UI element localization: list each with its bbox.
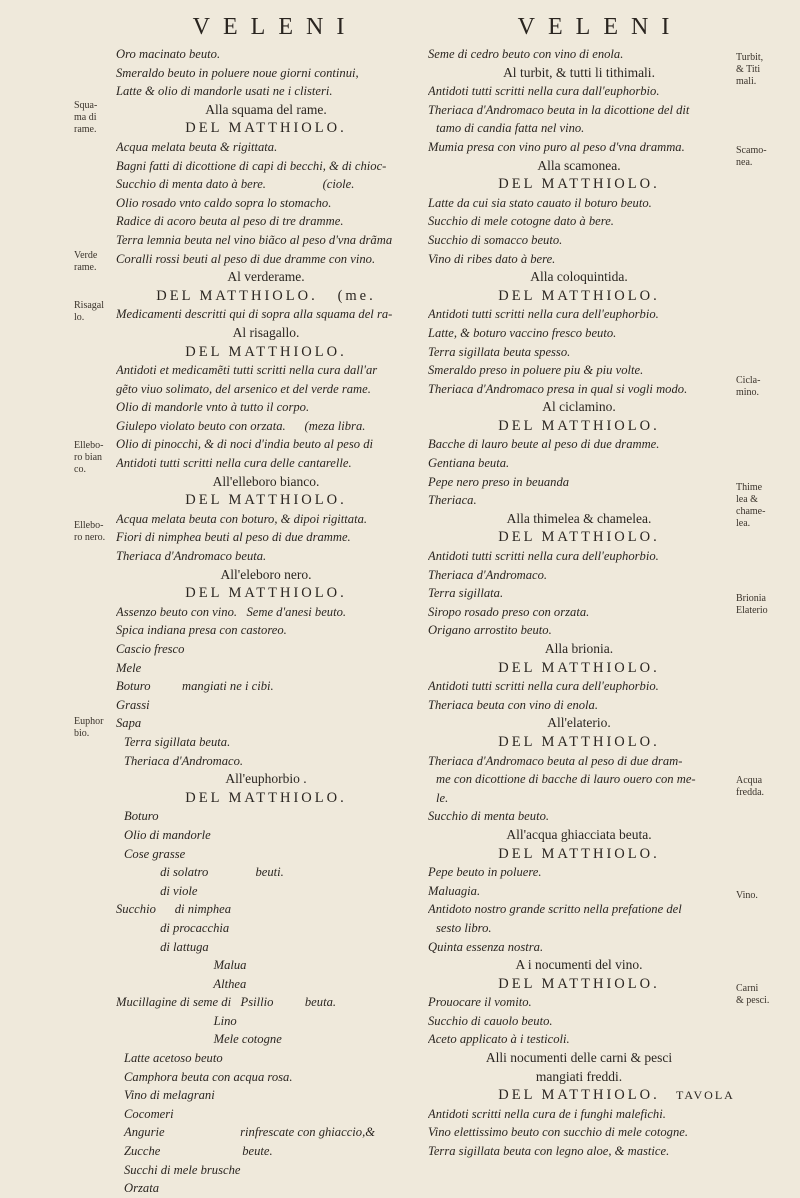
subsection-heading: Al risagallo. xyxy=(232,324,300,340)
margin-note: Scamo- nea. xyxy=(736,145,767,168)
text-line: Succhio di menta beuto. xyxy=(428,809,550,824)
text-line: Sapa xyxy=(116,716,142,731)
margin-note: Acqua fredda. xyxy=(736,775,765,798)
text-line: di solatro beuti. xyxy=(116,865,284,880)
section-heading: DEL MATTHIOLO. xyxy=(498,975,660,992)
section-heading: DEL MATTHIOLO. xyxy=(498,529,660,546)
text-line: Spica indiana presa con castoreo. xyxy=(116,623,287,638)
margin-note: Vino. xyxy=(736,890,758,901)
section-heading: DEL MATTHIOLO. xyxy=(498,417,660,434)
margin-note: Brionia Elaterio xyxy=(736,593,768,616)
text-line: Origano arrostito beuto. xyxy=(428,623,552,638)
text-line: Assenzo beuto con vino. Seme d'anesi beuto. xyxy=(116,604,347,619)
text-line: Boturo mangiati ne i cibi. xyxy=(116,679,274,694)
margin-note: Ellebo- ro bian co. xyxy=(74,440,104,475)
subsection-heading: All'elaterio. xyxy=(547,715,611,731)
text-line: Theriaca d'Andromaco beuta in la dicottione del dit xyxy=(428,102,690,117)
text-line: Antidoti tutti scritti nella cura dell'euphorbio. xyxy=(428,307,659,322)
text-line: Grassi xyxy=(116,697,150,712)
text-line: Seme di cedro beuto con vino di enola. xyxy=(428,47,624,61)
text-line: Gentiana beuta. xyxy=(428,456,510,471)
subsection-heading: Alla thimelea & chamelea. xyxy=(506,510,652,526)
text-line: Vino di ribes dato à bere. xyxy=(428,251,556,266)
subsection-heading: Alla squama del rame. xyxy=(205,101,327,117)
subsection-heading: A i nocumenti del vino. xyxy=(515,957,643,973)
text-line: Boturo xyxy=(124,809,159,824)
text-line: Succhi di mele brusche xyxy=(124,1162,241,1177)
margin-note: Risagal lo. xyxy=(74,300,104,323)
subsection-heading: All'acqua ghiacciata beuta. xyxy=(506,826,652,842)
margin-note: Carni & pesci. xyxy=(736,983,770,1006)
text-line: Zucche beute. xyxy=(124,1144,273,1159)
section-heading: DEL MATTHIOLO. xyxy=(498,176,660,193)
text-line: Lino xyxy=(116,1013,237,1028)
section-heading: DEL MATTHIOLO. xyxy=(498,845,660,862)
text-line: Bagni fatti di dicottione di capi di becchi, & di chioc- xyxy=(116,158,387,173)
subsection-heading: Al verderame. xyxy=(227,269,305,285)
margin-note: Thime lea & chame- lea. xyxy=(736,482,766,529)
text-line: Vino elettissimo beuto con succhio di mele cotogne. xyxy=(428,1125,688,1140)
catchword: TAVOLA xyxy=(676,1088,735,1102)
text-line: Orzata xyxy=(124,1181,159,1196)
text-line: Antidoti tutti scritti nella cura dell'euphorbio. xyxy=(428,679,659,694)
text-line: di lattuga xyxy=(116,939,209,954)
text-line: Terra sigillata beuta. xyxy=(124,734,231,749)
text-line: gẽto viuo solimato, del arsenico et del verde rame. xyxy=(116,381,371,396)
text-line: Theriaca. xyxy=(428,493,477,508)
text-line: Olio di mandorle xyxy=(124,827,211,842)
subsection-heading: Alli nocumenti delle carni & pesci xyxy=(485,1050,673,1066)
section-heading: DEL MATTHIOLO. (me. xyxy=(156,287,376,304)
text-line: Mucillagine di seme di Psillio beuta. xyxy=(116,995,337,1010)
margin-note: Cicla- mino. xyxy=(736,375,761,398)
text-line: Terra lemnia beuta nel vino biãco al peso d'vna drãma xyxy=(116,232,393,247)
text-line: Coralli rossi beuti al peso di due dramme con vino. xyxy=(116,251,376,266)
text-line: Succhio di mele cotogne dato à bere. xyxy=(428,214,614,229)
text-line: Theriaca d'Andromaco. xyxy=(428,567,548,582)
text-line: Latte & olio di mandorle usati ne i clisteri. xyxy=(116,84,333,99)
text-line: Quinta essenza nostra. xyxy=(428,939,544,954)
text-line: Mele cotogne xyxy=(116,1032,282,1047)
text-line: di procacchia xyxy=(116,920,230,935)
text-line: Antidoti tutti scritti nella cura delle cantarelle. xyxy=(116,456,352,471)
section-heading: DEL MATTHIOLO. xyxy=(498,287,660,304)
subsection-heading: All'elleboro bianco. xyxy=(212,473,320,489)
text-line: Terra sigillata beuta con legno aloe, & mastice. xyxy=(428,1144,670,1159)
section-heading: DEL MATTHIOLO. xyxy=(185,789,347,806)
text-line: Latte acetoso beuto xyxy=(124,1051,223,1066)
text-line: Antidoto nostro grande scritto nella prefatione del xyxy=(428,902,682,917)
text-line: Acqua melata beuta & rigittata. xyxy=(116,139,278,154)
section-heading: DEL MATTHIOLO. xyxy=(185,343,347,360)
subsection-heading: Al ciclamino. xyxy=(542,399,616,415)
text-line: Malua xyxy=(116,958,247,973)
text-line: Olio rosado vnto caldo sopra lo stomacho. xyxy=(116,195,332,210)
text-line: Theriaca d'Andromaco beuta. xyxy=(116,549,267,564)
text-line: Smeraldo preso in poluere piu & piu volte. xyxy=(428,363,644,378)
text-line: Vino di melagrani xyxy=(124,1088,215,1103)
text-line: Angurie rinfrescate con ghiaccio,& xyxy=(124,1125,376,1140)
text-line: Giulepo violato beuto con orzata. (meza libra. xyxy=(116,418,366,433)
text-line: Cose grasse xyxy=(124,846,186,861)
text-line: Mele xyxy=(116,660,142,675)
text-line: Antidoti tutti scritti nella cura dall'euphorbio. xyxy=(428,84,660,99)
section-heading: DEL MATTHIOLO. xyxy=(185,585,347,602)
running-header-right: VELENI xyxy=(517,14,683,40)
margin-note: Verde rame. xyxy=(74,250,98,273)
text-line: Fiori di nimphea beuti al peso di due dramme. xyxy=(116,530,351,545)
margin-note: Squa- ma di rame. xyxy=(74,100,98,135)
text-line: Oro macinato beuto. xyxy=(116,47,221,61)
text-line: Maluagia. xyxy=(428,883,481,898)
text-line: Terra sigillata. xyxy=(428,586,504,601)
section-heading: DEL MATTHIOLO. xyxy=(185,120,347,137)
text-line: sesto libro. xyxy=(436,920,492,935)
text-line: Cocomeri xyxy=(124,1106,174,1121)
text-line: Smeraldo beuto in poluere noue giorni continui, xyxy=(116,65,359,80)
text-line: Pepe beuto in poluere. xyxy=(428,865,542,880)
text-line: Radice di acoro beuta al peso di tre dramme. xyxy=(116,214,344,229)
subsection-heading: All'euphorbio . xyxy=(225,771,307,787)
text-line: Olio di mandorle vnto à tutto il corpo. xyxy=(116,400,310,415)
text-line: di viole xyxy=(116,883,198,898)
text-line: Bacche di lauro beute al peso di due dramme. xyxy=(428,437,660,452)
text-line: Aceto applicato à i testicoli. xyxy=(428,1032,570,1047)
margin-note: Ellebo- ro nero. xyxy=(74,520,106,543)
subsection-heading: All'eleboro nero. xyxy=(220,566,312,582)
text-line: Latte, & boturo vaccino fresco beuto. xyxy=(428,325,617,340)
text-line: Mumia presa con vino puro al peso d'vna dramma. xyxy=(428,139,685,154)
text-line: Terra sigillata beuta spesso. xyxy=(428,344,571,359)
text-line: Althea xyxy=(116,976,247,991)
margin-note: Euphor bio. xyxy=(74,716,104,739)
subsection-heading: Alla brionia. xyxy=(544,641,614,656)
running-header-left: VELENI xyxy=(192,14,358,40)
text-line: Antidoti tutti scritti nella cura dell'euphorbio. xyxy=(428,549,659,564)
text-line: Succhio di menta dato à bere. (ciole. xyxy=(116,177,355,192)
section-heading: DEL MATTHIOLO. xyxy=(185,492,347,509)
text-line: Pepe nero preso in beuanda xyxy=(428,474,570,489)
text-line: Olio di pinocchi, & di noci d'india beuto al peso di xyxy=(116,437,373,452)
text-line: Camphora beuta con acqua rosa. xyxy=(124,1069,293,1084)
section-heading: DEL MATTHIOLO. xyxy=(498,659,660,676)
text-line: Theriaca beuta con vino di enola. xyxy=(428,697,598,712)
subsection-heading: Alla coloquintida. xyxy=(530,269,628,285)
text-line: Latte da cui sia stato cauato il boturo beuto. xyxy=(428,195,652,210)
subsection-heading: mangiati freddi. xyxy=(535,1068,623,1084)
text-line: Theriaca d'Andromaco beuta al peso di due dram- xyxy=(428,753,683,768)
text-line: tamo di candia fatta nel vino. xyxy=(436,121,585,136)
text-line: me con dicottione di bacche di lauro ouero con me- xyxy=(436,772,696,787)
text-line: Cascio fresco xyxy=(116,642,185,656)
section-heading: DEL MATTHIOLO. xyxy=(498,733,660,750)
text-line: Prouocare il vomito. xyxy=(428,995,532,1010)
text-line: Theriaca d'Andromaco. xyxy=(124,753,244,768)
subsection-heading: Al turbit, & tutti li tithimali. xyxy=(503,64,655,80)
text-line: Succhio di nimphea xyxy=(116,902,232,917)
text-line: Acqua melata beuta con boturo, & dipoi rigittata. xyxy=(116,511,368,526)
text-line: Succhio di somacco beuto. xyxy=(428,232,563,247)
text-line: Medicamenti descritti qui di sopra alla squama del ra- xyxy=(116,307,393,322)
text-line: Antidoti scritti nella cura de i funghi malefichi. xyxy=(428,1106,666,1121)
margin-note: Turbit, & Titi mali. xyxy=(736,52,764,87)
text-line: Antidoti et medicamẽti tutti scritti nella cura dall'ar xyxy=(116,363,378,378)
text-line: le. xyxy=(436,790,449,805)
subsection-heading: Alla scamonea. xyxy=(537,157,621,173)
section-heading: DEL MATTHIOLO. xyxy=(498,1087,660,1104)
text-line: Theriaca d'Andromaco presa in qual si vogli modo. xyxy=(428,381,688,396)
text-line: Succhio di cauolo beuto. xyxy=(428,1013,553,1028)
text-line: Siropo rosado preso con orzata. xyxy=(428,604,590,619)
